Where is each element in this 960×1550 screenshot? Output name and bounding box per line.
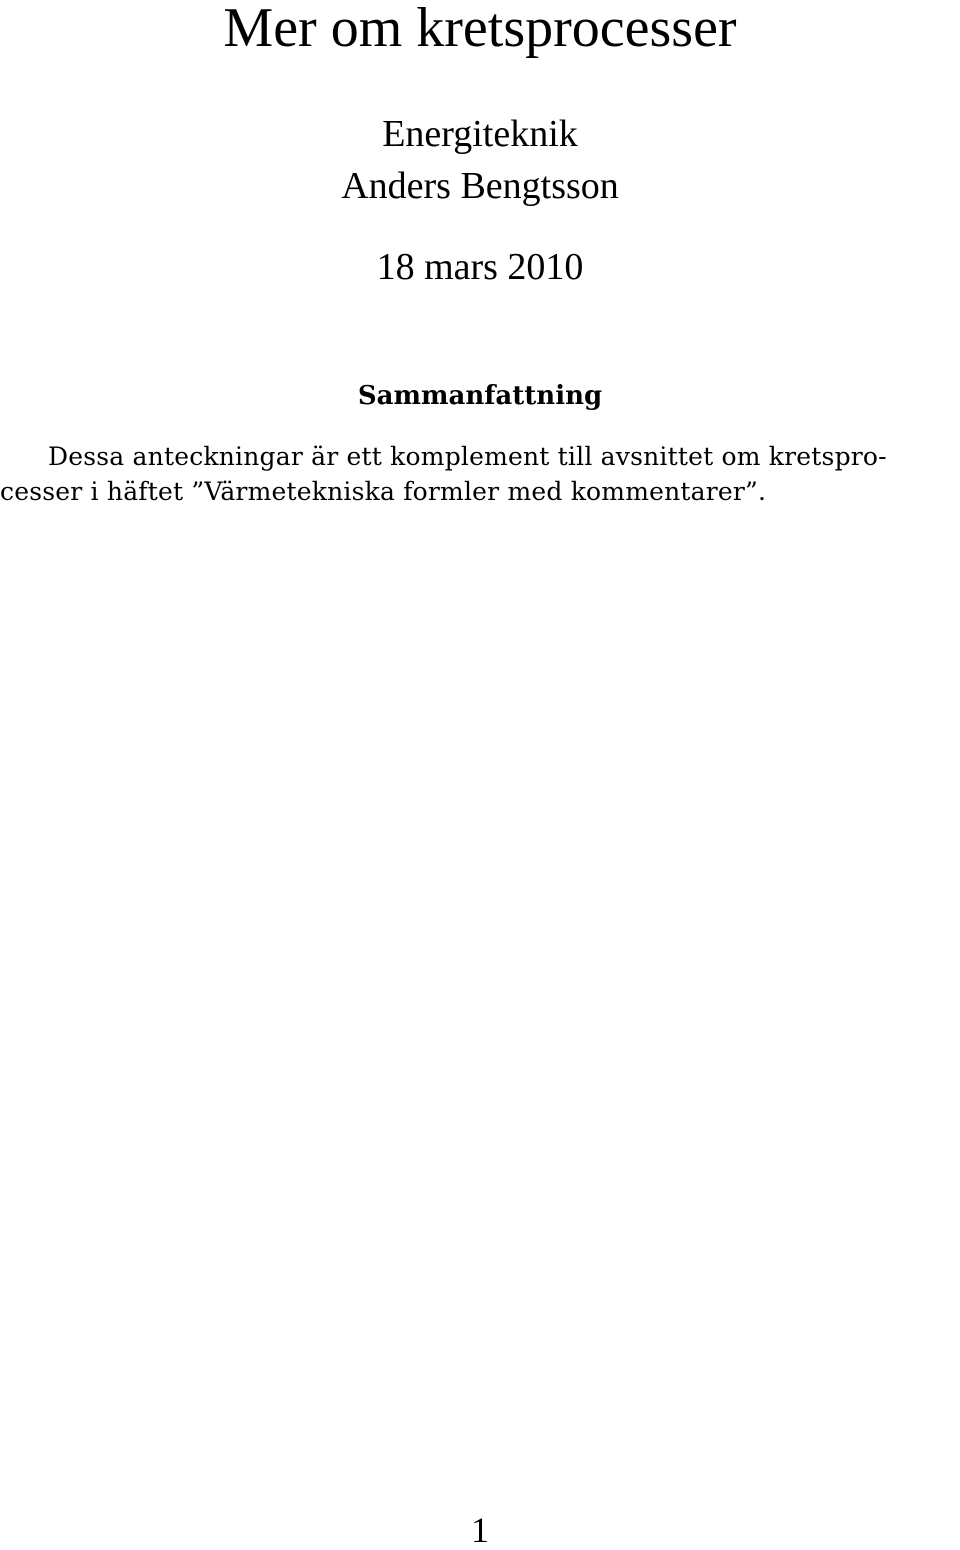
page-number: 1 — [471, 1510, 489, 1550]
author-name: Anders Bengtsson — [341, 165, 619, 207]
abstract-text-line: cesser i häftet ”Värmetekniska formler med kommentarer”. — [0, 477, 767, 506]
document-date: 18 mars 2010 — [376, 246, 584, 288]
document-title: Mer om kretsprocesser — [223, 0, 737, 59]
abstract-heading: Sammanfattning — [357, 381, 603, 411]
department: Energiteknik — [382, 113, 578, 155]
abstract-text-line: Dessa anteckningar är ett komplement till avsnittet om kretspro- — [48, 442, 887, 471]
